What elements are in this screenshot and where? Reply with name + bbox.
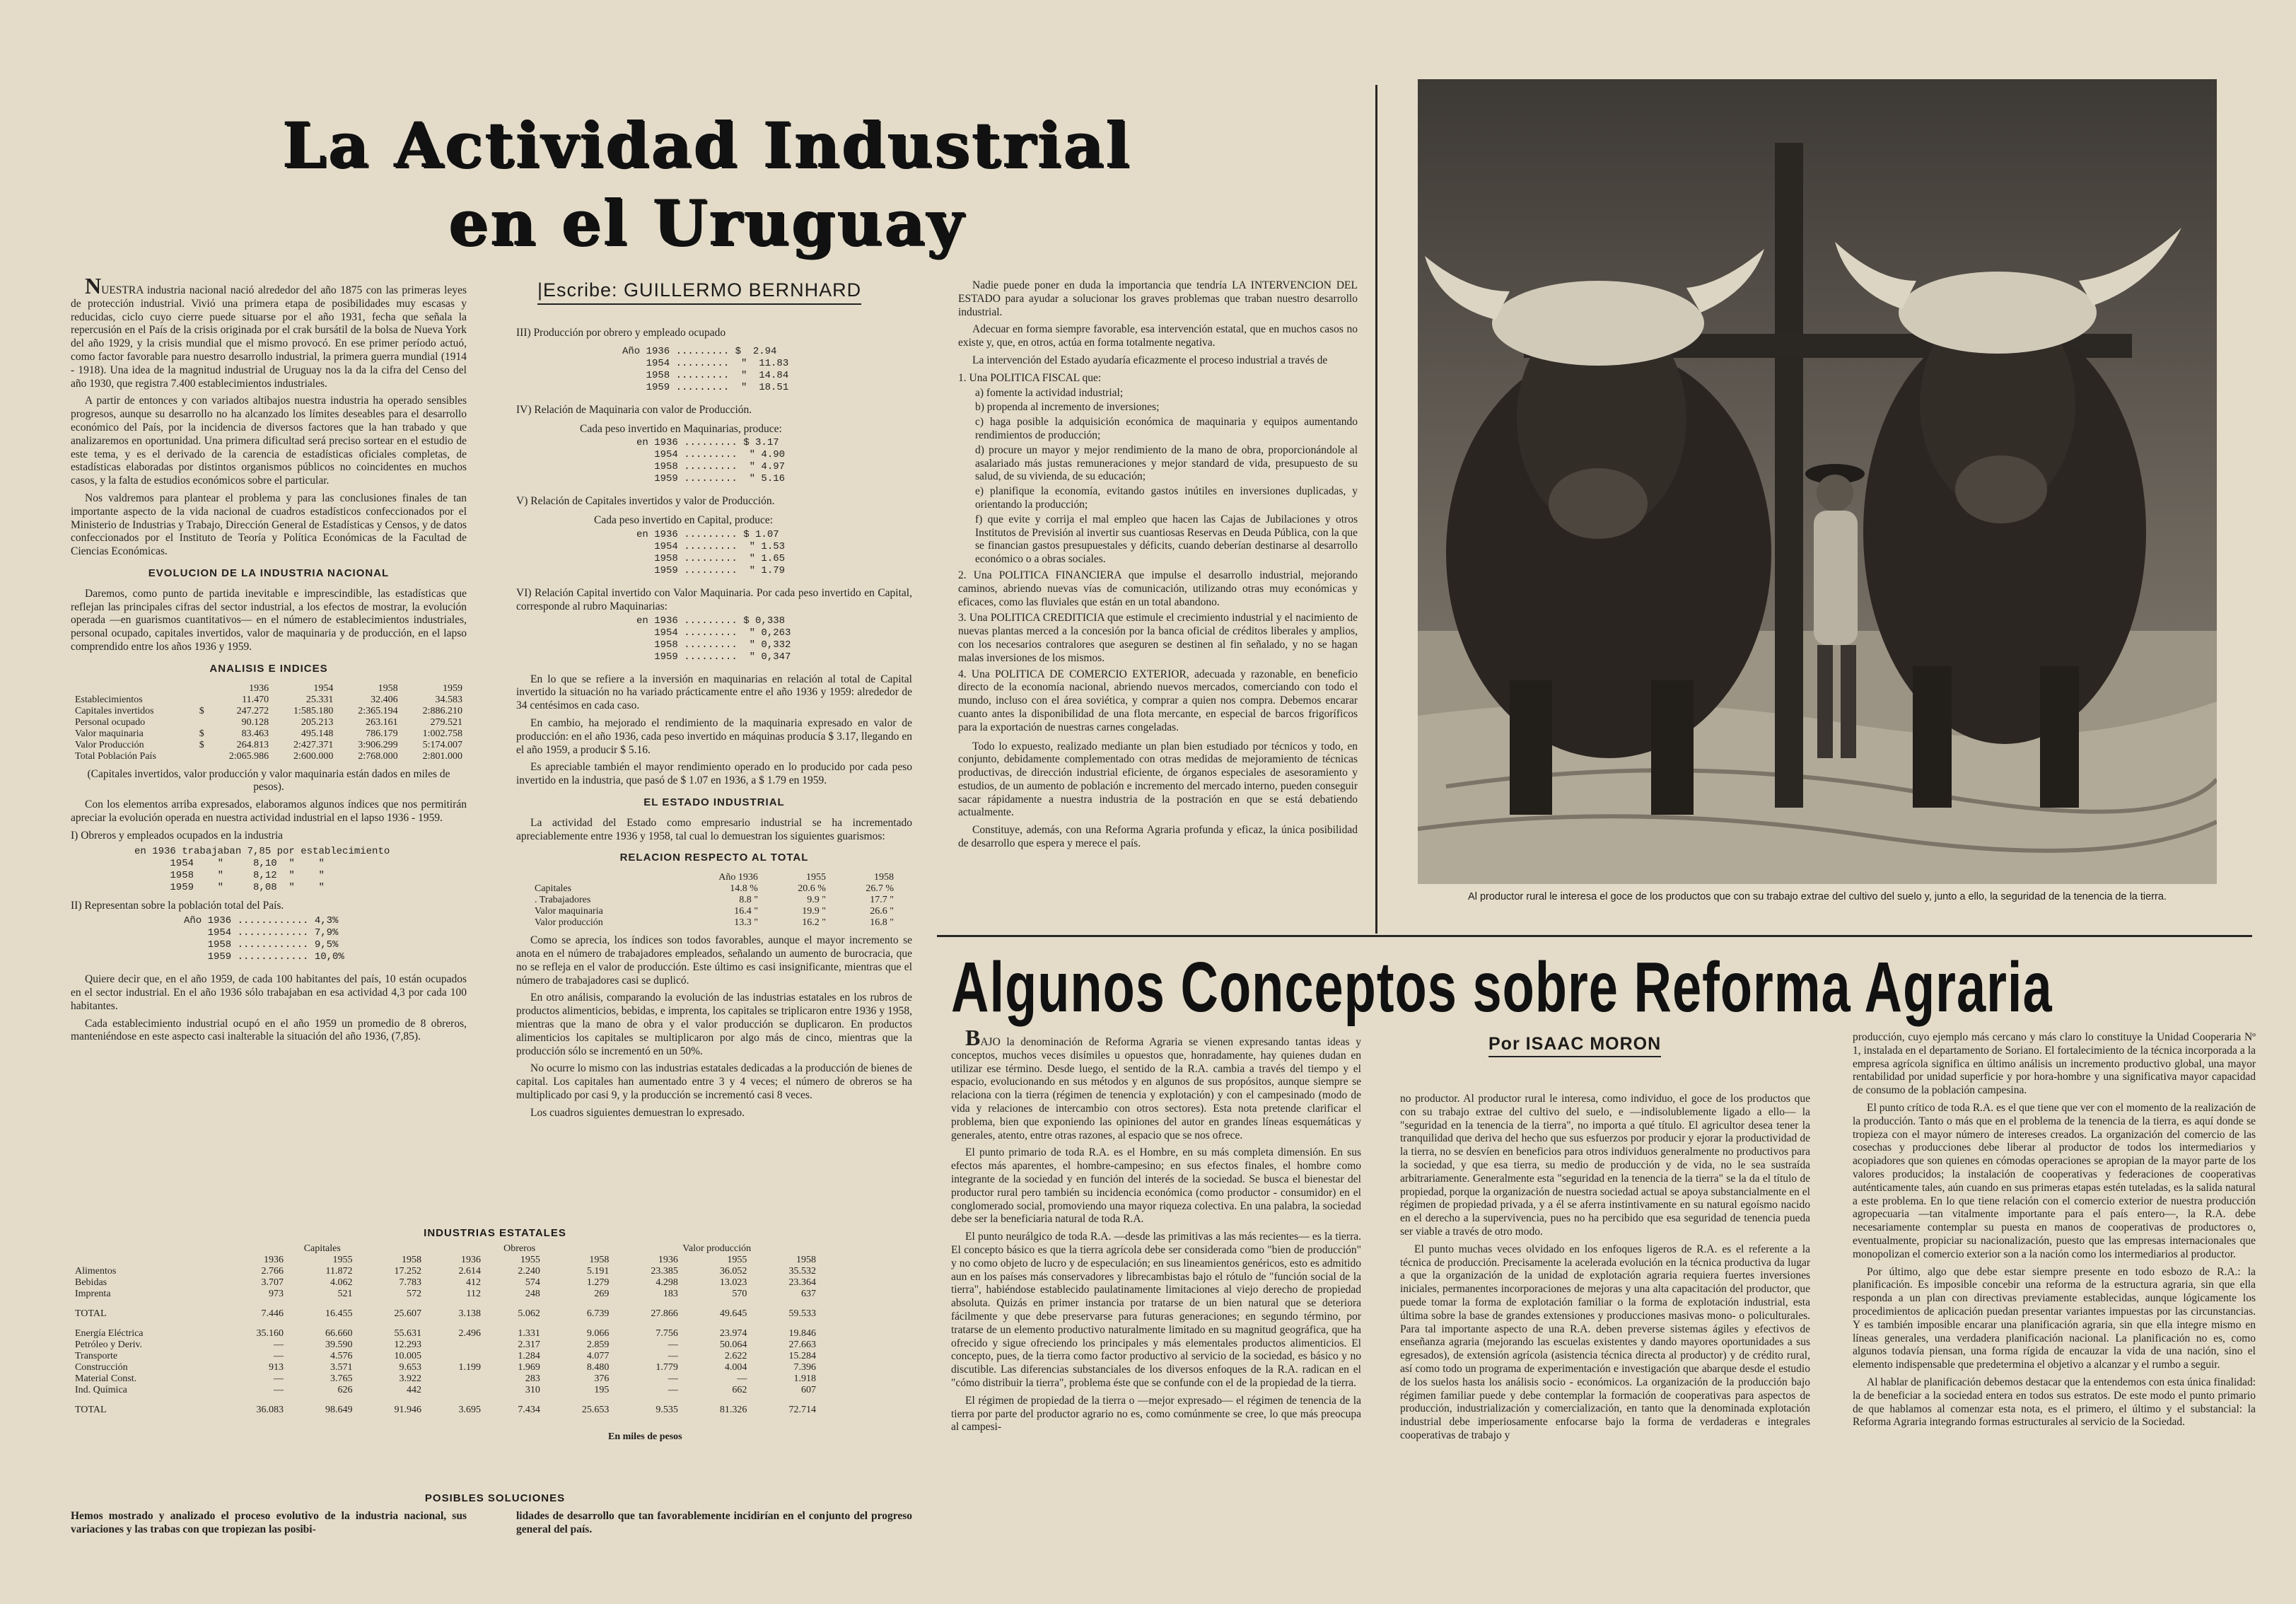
table-cell: 14.8 % <box>730 883 758 895</box>
paragraph: El punto primario de toda R.A. es el Hombre, en su más completa dimensión. En sus efectos más aparentes, el hombre-campesino; en sus efectos finales, el hombre como integrante de la sociedad y en función del interés de la sociedad. Se busca el bienestar del productor rural pero también su incidencia económica (como productor - consumidor) en el conglomerado social, promoviendo una mayor riqueza colectiva. En una palabra, la sociedad debe ser la beneficiaria natural de toda R.A. <box>951 1146 1361 1226</box>
article-title-line2: en el Uruguay <box>448 186 966 260</box>
paragraph: El régimen de propiedad de la tierra o —mejor expresado— el régimen de tenencia de la tierra por parte del productor agrario no es, como comúnmente se cree, lo que más preocupa al campesi- <box>951 1394 1361 1434</box>
table-cell: 2:600.000 <box>293 750 334 762</box>
column-header: 1958 <box>874 872 894 883</box>
table-cell: 5.062 <box>518 1308 540 1319</box>
table-cell <box>71 1243 219 1255</box>
table-cell: 3.138 <box>458 1308 481 1319</box>
paragraph: BAJO la denominación de Reforma Agraria se vienen expresando tantas ideas y conceptos, muchos veces disímiles u opuestos que, honradamente, hay quienes dudan en utilizar ese término. Desde luego, el sentido de la R.A. cambia a través del tiempo y el espacio, evolucionando en sus métodos y en algunos de sus propósitos, aunque siempre se relaciona con la tierra (régimen de tenencia y explotación) y con el campesinado (modo de vida y relaciones de intercambio con otros sectores). Esta nota pretende clarificar el problema, bien que exponiendo las opiniones del autor en grandes líneas esquemáticas y generales, atento, entre otras razones, al espacio que se nos ofrece. <box>951 1025 1361 1141</box>
table-cell: 16.2 " <box>802 917 826 929</box>
table-cell: 36.083 <box>256 1405 284 1415</box>
row-label: Valor maquinaria <box>535 906 603 917</box>
index-block: en 1936 trabajaban 7,85 por establecimiento 1954 " 8,10 " " 1958 " 8,12 " " 1959 " 8,08 " " <box>134 845 390 893</box>
table-row <box>71 706 467 717</box>
table-cell: 1:002.758 <box>422 728 462 739</box>
table-cell: 495.148 <box>301 728 334 739</box>
table-cell: 283 <box>525 1373 540 1384</box>
table-cell: 4.062 <box>330 1277 353 1288</box>
paragraph: Como se aprecia, los índices son todos favorables, aunque el mayor incremento se anota en el número de trabajadores empleados, señalando un aumento de burocracia, que no se refleja en el valor de producción. Este último es casi insignificante, mientras que el número de trabajadores casi se duplicó. <box>516 934 912 987</box>
table-row <box>71 695 467 706</box>
table-cell: 16.4 " <box>734 906 758 917</box>
list-item: c) haga posible la adquisición económica de maquinaria y equipos aumentando rendimientos de producción; <box>975 416 1358 441</box>
row-label: Petróleo y Deriv. <box>75 1339 143 1350</box>
table-cell: 36.052 <box>719 1266 747 1277</box>
index-title: V) Relación de Capitales invertidos y valor de Producción. <box>516 495 775 508</box>
index-title: II) Representan sobre la población total del País. <box>71 899 284 912</box>
index-block: en 1936 ......... $ 1.07 1954 ......... " 1.53 1958 ......... " 1.65 1959 ......... " 1.79 <box>636 528 786 576</box>
table-cell: 39.590 <box>325 1339 353 1350</box>
table-cell: 4.576 <box>330 1351 353 1361</box>
table-cell: 15.284 <box>788 1351 816 1361</box>
table-row <box>71 1289 820 1300</box>
table-group-row <box>71 1243 820 1255</box>
table-cell: 2:768.000 <box>358 750 398 762</box>
paragraph: lidades de desarrollo que tan favorablemente incidirían en el conjunto del progreso general del país. <box>516 1510 912 1535</box>
table-cell: 13.3 " <box>734 917 758 929</box>
table-cell: 11.470 <box>242 694 269 705</box>
table-cell: 2.859 <box>586 1339 610 1350</box>
table-cell: 2:365.194 <box>358 705 398 716</box>
table-cell: — <box>274 1373 284 1384</box>
table-row <box>71 728 467 740</box>
table-cell: 7.756 <box>655 1328 678 1339</box>
index-block: Año 1936 ............ 4,3% 1954 ............ 7,9% 1958 ............ 9,5% 1959 ............ 10,0% <box>184 915 344 963</box>
table-cell: — <box>668 1385 678 1395</box>
table-cell: 3.695 <box>458 1405 481 1415</box>
column-header: 1958 <box>796 1255 816 1265</box>
table-cell: 570 <box>732 1289 747 1299</box>
column-header: 1955 <box>727 1255 747 1265</box>
table-cell: 98.649 <box>325 1405 353 1415</box>
table-row <box>71 1277 820 1289</box>
article1-column-2 <box>516 327 912 1124</box>
paragraph: Nadie puede poner en duda la importancia que tendría LA INTERVENCION DEL ESTADO para ayudar a solucionar los graves problemas que traban nuestro desarrollo industrial. <box>958 279 1358 318</box>
table-total-row <box>71 1396 820 1424</box>
paragraph: Adecuar en forma siempre favorable, esa intervención estatal, que en muchos casos no existe y, que, en otros, actúa en forma totalmente negativa. <box>958 323 1358 349</box>
row-label: Valor Producción <box>75 739 144 750</box>
list-item: a) fomente la actividad industrial; <box>975 386 1124 399</box>
table-cell: 25.331 <box>305 694 334 705</box>
table-cell: 786.179 <box>366 728 398 739</box>
article2-title: Algunos Conceptos sobre Reforma Agraria <box>951 947 2053 1027</box>
table-cell: 247.272 <box>236 705 269 716</box>
list-item: b) propenda al incremento de inversiones; <box>975 401 1160 414</box>
table-cell: 263.161 <box>366 716 398 728</box>
table-cell <box>426 1351 485 1362</box>
table-header-row <box>71 683 467 695</box>
paragraph: no productor. Al productor rural le interesa, como individuo, el goce de los productos que con su trabajo extrae del cultivo del suelo, e —indisolublemente ligado a ello— la "seguridad en la tenencia de la tierra", no importa a qué título. El agricultor desea tener la tranquilidad que deriva del hecho que sus esfuerzos por producir y ejorar la productividad de la tierra, no se desvíen en beneficios para otros individuos generalmente no productivos para la sociedad, y que esa tierra, su medio de producción y de vida, no le sea sustraída arbitrariamente. Generalmente esta "seguridad en la tenencia de la tierra" se la da el título de propiedad, porque la organización de nuestra sociedad actual se apoya substancialmente en el régimen de propiedad privada, y a él se aferra instintivamente en su natural egoísmo nacido en el derecho a la supervivencia, pues no ha percibido que esa seguridad de tenencia pueda ser viable a través de otro modo. <box>1400 1093 1810 1238</box>
index-subtitle: Cada peso invertido en Capital, produce: <box>594 514 774 527</box>
estatales-table <box>71 1243 820 1424</box>
table-cell: — <box>274 1339 284 1350</box>
table-cell: 3.922 <box>399 1373 421 1384</box>
article2-byline: Por ISAAC MORON <box>1488 1034 1661 1057</box>
table-cell: 248 <box>525 1289 540 1299</box>
table-cell: 183 <box>663 1289 678 1299</box>
paragraph: Cada establecimiento industrial ocupó en el año 1959 un promedio de 8 obreros, manteniéndose en este aspecto casi inalterable la situación del año 1936, (7,85). <box>71 1017 467 1043</box>
row-label: TOTAL <box>75 1308 107 1319</box>
paragraph: Todo lo expuesto, realizado mediante un plan bien estudiado por técnicos y todo, en conjunto, debidamente complementado con otras medidas de mejoramiento de técnicas productivas, de dirección industrial eficiente, de órganos especiales de asesoramiento y estudios, de un aumento de población e incremento del mercado interno, pueden conseguir sacar rápidamente a nuestra industria de la postración en que se está debatiendo actualmente. <box>958 740 1358 819</box>
table-cell: 412 <box>465 1277 481 1288</box>
column-header: 1954 <box>313 682 334 694</box>
column-header: 1958 <box>401 1255 421 1265</box>
table-heading: RELACION RESPECTO AL TOTAL <box>619 852 809 864</box>
table-row <box>530 917 898 929</box>
table-row <box>530 883 898 895</box>
article1-column-1 <box>71 273 467 1048</box>
paragraph: La intervención del Estado ayudaría eficazmente el proceso industrial a través de <box>972 354 1328 366</box>
index-title: IV) Relación de Maquinaria con valor de Producción. <box>516 403 752 416</box>
table-cell: 3.707 <box>261 1277 284 1288</box>
table-cell: 83.463 <box>241 728 269 739</box>
row-label: Imprenta <box>75 1289 111 1299</box>
paragraph: En lo que se refiere a la inversión en maquinarias en relación al total de Capital invertido la situación no ha variado prácticamente entre el año 1936 y 1959: alrededor de 34 centésimos en cada caso. <box>516 673 912 712</box>
table-cell: 662 <box>732 1385 747 1395</box>
table-cell <box>190 683 208 695</box>
table-cell: 2.240 <box>518 1266 540 1277</box>
row-label: Transporte <box>75 1351 118 1361</box>
column-header: 1955 <box>332 1255 353 1265</box>
column-header: 1936 <box>249 682 269 694</box>
paragraph: En otro análisis, comparando la evolución de las industrias estatales en los rubros de productos alimenticios, bebidas, e imprenta, los capitales se triplicaron entre 1936 y 1958, mientras que la mano de obra y el valor producción se duplicaron. En productos alimenticios los capitales se multiplicaron por algo más de cinco, mientras que la producción sólo se incrementó en un 50%. <box>516 992 912 1057</box>
row-label: Valor maquinaria <box>75 728 144 739</box>
row-label: Capitales invertidos <box>75 705 154 716</box>
table-cell: 9.535 <box>655 1405 678 1415</box>
policy-list <box>958 372 1358 735</box>
table-cell: 9.9 " <box>807 895 826 906</box>
index-title: III) Producción por obrero y empleado ocupado <box>516 327 726 339</box>
table-cell: 11.872 <box>325 1266 353 1277</box>
row-label: Material Const. <box>75 1373 137 1384</box>
table-cell: 572 <box>406 1289 421 1299</box>
table-cell: 26.7 % <box>866 883 894 895</box>
table-cell: 7.396 <box>793 1362 816 1373</box>
table-cell: 973 <box>269 1289 284 1299</box>
article-title-line1: La Actividad Industrial <box>282 108 1132 182</box>
table-cell: 17.252 <box>394 1266 421 1277</box>
row-label: Construcción <box>75 1362 128 1373</box>
table-cell: 26.6 " <box>870 906 894 917</box>
table-cell: 2.622 <box>724 1351 747 1361</box>
table-cell: 4.004 <box>724 1362 747 1373</box>
table-cell: 3.571 <box>330 1362 353 1373</box>
table-note: (Capitales invertidos, valor producción y valor maquinaria están dados en miles de pesos). <box>87 767 450 794</box>
row-label: Total Población País <box>75 750 156 762</box>
row-label: Valor producción <box>535 917 603 929</box>
table-cell: 17.7 " <box>870 895 894 906</box>
table-cell: — <box>737 1373 747 1384</box>
paragraph: El punto crítico de toda R.A. es el que tiene que ver con el momento de la realización de la producción. Tanto o más que en el problema de la tenencia de la tierra, es aquí donde se tropieza con el mayor número de intereses creados. La organización del comercio de las cosechas y producciones debe liberar al productor de todos los intermediarios y acopiadores que son quienes en cómodas operaciones se apropian de la mayor parte de los valores producidos; la instalación de cooperativas y federaciones de cooperativas auténticamente tales, aún cuando en sus primeras etapas estén tuteladas, es la salida natural a este problema. En lo que tiene relación con el comercio exterior de nuestra producción agropecuaria —tan vitalmente importante para el país entero—, la R.A. debe necesariamente contemplar su puesta en manos de cooperativas de productores o, eventualmente, propiciar su nacionalización, puesto que las empresas internacionales que monopolizan el comercio exterior son a la nación como los intermediarios al productor. <box>1853 1101 2256 1260</box>
column-group-header: Obreros <box>503 1243 536 1254</box>
section-heading: EVOLUCION DE LA INDUSTRIA NACIONAL <box>148 566 390 579</box>
table-cell: 3:906.299 <box>358 739 398 750</box>
table-cell: 264.813 <box>236 739 269 750</box>
table-header-row <box>530 872 898 883</box>
paragraph: Constituye, además, con una Reforma Agraria profunda y eficaz, la única posibilidad de desarrollo que espera y merece el país. <box>958 824 1358 850</box>
table-cell <box>71 683 190 695</box>
table-cell: 442 <box>406 1385 421 1395</box>
table-cell: 9.066 <box>586 1328 610 1339</box>
paragraph: Nos valdremos para plantear el problema y para las conclusiones finales de tan importante aspecto de la vida nacional de cuadros estadísticos confeccionados por el Ministerio de Industrias y Trabajo, Dirección General de Estadísticas y Censos, y de datos confeccionados por el Instituto de Teoría y Política Económicas de la Facultad de Ciencias Económicas. <box>71 492 467 558</box>
table-total-row <box>71 1300 820 1328</box>
table-cell: 55.631 <box>394 1328 421 1339</box>
article1-column-3 <box>958 279 1358 855</box>
table-cell: 23.385 <box>651 1266 678 1277</box>
table-row <box>71 1373 820 1385</box>
table-cell <box>530 872 673 883</box>
table-cell: 3.765 <box>330 1373 353 1384</box>
list-item: 2. Una POLITICA FINANCIERA que impulse el desarrollo industrial, mejorando caminos, abriendo nuevas vías de comunicación, utilizando otras muy económicas y eficaces, como las fluviales que están en un total abandono. <box>958 569 1358 608</box>
table-cell: 81.326 <box>719 1405 747 1415</box>
table-heading: ANALISIS E INDICES <box>209 662 328 675</box>
table-cell: 90.128 <box>241 716 269 728</box>
index-title: VI) Relación Capital invertido con Valor Maquinaria. Por cada peso invertido en Capital, corresponde al rubro Maquinarias: <box>516 586 912 612</box>
table-cell: 66.660 <box>325 1328 353 1339</box>
table-cell: 8.480 <box>586 1362 610 1373</box>
table-cell: — <box>274 1351 284 1361</box>
paragraph: Hemos mostrado y analizado el proceso evolutivo de la industria nacional, sus variaciones y las trabas con que tropiezan las posibi- <box>71 1510 467 1535</box>
table-cell: 205.213 <box>301 716 334 728</box>
table-cell: 7.783 <box>399 1277 421 1288</box>
list-item: f) que evite y corrija el mal empleo que hacen las Cajas de Jubilaciones y otros Institutos de Previsión al invertir sus cuantiosas Reservas en Deuda Pública, con la que se financian gastos presupuestales y déficits, cuando deberían destinarse al desarrollo económico o a obras sociales. <box>975 513 1358 566</box>
table-row <box>71 1362 820 1373</box>
index-block: en 1936 ......... $ 0,338 1954 ......... " 0,263 1958 ......... " 0,332 1959 ......... " 0,347 <box>636 615 791 663</box>
table-row <box>71 1328 820 1339</box>
table-cell: 35.532 <box>788 1266 816 1277</box>
table-cell: 9.653 <box>399 1362 421 1373</box>
section-heading: EL ESTADO INDUSTRIAL <box>643 796 785 808</box>
table-row <box>71 717 467 728</box>
table-cell: 626 <box>337 1385 353 1395</box>
table-cell: 1.779 <box>655 1362 678 1373</box>
paragraph: Los cuadros siguientes demuestran lo expresado. <box>530 1106 745 1119</box>
table-cell: 91.946 <box>394 1405 421 1415</box>
table-row <box>530 895 898 906</box>
table-cell: 19.846 <box>788 1328 816 1339</box>
index-block: Año 1936 ......... $ 2.94 1954 ......... " 11.83 1958 ......... " 14.84 1959 ......... " 18.51 <box>622 345 789 393</box>
table-cell: 2.496 <box>458 1328 481 1339</box>
table-cell: $ <box>199 739 204 750</box>
table-cell: 2:427.371 <box>293 739 334 750</box>
column-header: 1959 <box>443 682 462 694</box>
table-cell: 1.331 <box>518 1328 540 1339</box>
table-cell: 8.8 " <box>739 895 758 906</box>
article-byline: |Escribe: GUILLERMO BERNHARD <box>537 279 861 305</box>
table-cell: 27.866 <box>651 1308 678 1319</box>
table-cell <box>426 1385 485 1396</box>
row-label: Alimentos <box>75 1266 117 1277</box>
paragraph: Por último, algo que debe estar siempre presente en todo esbozo de R.A.: la planificación. Es imposible concebir una reforma de la estructura agraria, sin que ella responda a un plan con directivas previamente establecidas, aunque lógicamente los procedimientos de aplicación puedan presentar variantes impuestas por las circunstancias. Y es también imposible encarar una planificación agraria, sin que ella integre mismo en líneas generales, una verdadera planificación nacional. La planificación no es, como algunos todavía piensan, una forma rígida de encauzar la vida de una nación, sino el elemento indispensable que predetermina el objetivo a alcanzar y el rumbo a seguir. <box>1853 1265 2256 1371</box>
paragraph: En cambio, ha mejorado el rendimiento de la maquinaria expresado en valor de producción: en el año 1936, cada peso invertido en máquinas producía $ 3.17, llegando en el año 1959, a producir $ 5.16. <box>516 716 912 756</box>
table-cell: 34.583 <box>435 694 462 705</box>
table-cell: 1.199 <box>458 1362 481 1373</box>
table-cell: 32.406 <box>371 694 398 705</box>
table-cell: 607 <box>801 1385 816 1395</box>
table-cell: 376 <box>594 1373 610 1384</box>
list-item: 3. Una POLITICA CREDITICIA que estimule el crecimiento industrial y el nacimiento de nuevas plantas merced a la concesión por la banca oficial de créditos liberales y amplios, con los necesarios contralores que aseguren se destinen al fin señalado, y no se hagan malas inversiones de los mismos. <box>958 612 1358 664</box>
table-cell <box>426 1339 485 1351</box>
table-cell: 1.969 <box>518 1362 540 1373</box>
table-cell <box>71 1255 219 1266</box>
table-cell: $ <box>199 728 204 739</box>
table-cell: 27.663 <box>788 1339 816 1350</box>
column-header: 1958 <box>378 682 398 694</box>
column-header: 1936 <box>658 1255 678 1265</box>
column-header: 1936 <box>460 1255 481 1265</box>
analysis-table <box>71 683 467 762</box>
table-header-row <box>71 1255 820 1266</box>
column-header: 1936 <box>264 1255 284 1265</box>
column-header: 1958 <box>589 1255 610 1265</box>
table-row <box>71 1385 820 1396</box>
list-item: 1. Una POLITICA FISCAL que: <box>958 371 1102 384</box>
table-cell: 10.005 <box>394 1351 421 1361</box>
table-row <box>71 1266 820 1277</box>
table-cell: 2:801.000 <box>422 750 462 762</box>
table-cell: 1.279 <box>586 1277 610 1288</box>
row-label: Energía Eléctrica <box>75 1328 144 1339</box>
article2-column-2 <box>1400 1093 1810 1447</box>
table-cell: 12.293 <box>394 1339 421 1350</box>
table-row <box>71 751 467 762</box>
table-cell: 269 <box>594 1289 610 1299</box>
row-label: Establecimientos <box>75 694 143 705</box>
list-item: d) procure un mayor y mejor rendimiento de la mano de obra, proporcionándole al asalariado más justas remuneraciones y mejor standard de vida, presupuesto de su salud, de su vivienda, de su educación; <box>975 443 1358 483</box>
column-header: 1955 <box>805 872 826 883</box>
table-cell: 1.918 <box>793 1373 816 1384</box>
paragraph: producción, cuyo ejemplo más cercano y más claro lo constituye la Unidad Cooperaria Nº 1, instalada en el departamento de Soriano. El fortalecimiento de la técnica incorporada a la empresa agrícola significa en último análisis un incremento productivo global, una mayor rentabilidad por unidad superficie y por hora-hombre y una significativa mayor capacidad de consumo de la población campesina. <box>1853 1031 2256 1097</box>
yoke-pole <box>1775 143 1803 808</box>
paragraph: La actividad del Estado como empresario industrial se ha incrementado apreciablemente entre 1936 y 1958, tal cual lo demuestran los siguientes guarismos: <box>516 816 912 842</box>
paragraph: Es apreciable también el mayor rendimiento operado en lo producido por cada peso invertido en la industria, que pasó de $ 1.07 en 1936, a $ 1.79 en 1959. <box>516 761 912 787</box>
table-cell: 7.446 <box>261 1308 284 1319</box>
estatales-section <box>71 1227 919 1443</box>
table-cell: 2:065.986 <box>228 750 269 762</box>
table-cell: 2:886.210 <box>422 705 462 716</box>
table-heading: INDUSTRIAS ESTATALES <box>424 1227 566 1239</box>
table-cell: 310 <box>525 1385 540 1395</box>
row-label: TOTAL <box>75 1405 107 1415</box>
list-item: e) planifique la economía, evitando gastos inútiles en inversiones duplicadas, y orientando la producción; <box>975 485 1358 511</box>
row-label: Bebidas <box>75 1277 107 1288</box>
table-cell: 1.284 <box>518 1351 540 1361</box>
table-cell: 25.653 <box>581 1405 610 1415</box>
table-cell: — <box>668 1339 678 1350</box>
paragraph: Quiere decir que, en el año 1959, de cada 100 habitantes del país, 10 están ocupados en el sector industrial. En el año 1936 sólo trabajaban en esa actividad 4,3 por cada 100 habitantes. <box>71 973 467 1012</box>
index-block: en 1936 ......... $ 3.17 1954 ......... " 4.90 1958 ......... " 4.97 1959 ......... " 5.16 <box>636 437 786 485</box>
table-cell: 13.023 <box>719 1277 747 1288</box>
table-cell: 2.614 <box>458 1266 481 1277</box>
table-cell: 72.714 <box>788 1405 816 1415</box>
paragraph: El punto neurálgico de toda R.A. —desde las primitivas a las más recientes— es la tierra. El concepto básico es que la tierra agrícola debe ser considerada como "bien de producción" y no como objeto de lucro y de especulación; en sus lineamientos genéricos, esto es admitido aun en los países más conservadores y librecambistas bajo el rótulo de "función social de la tierra", habiéndose establecido paulatinamente limitaciones al viejo derecho de propiedad absoluta. Quizás en primer instancia por tratarse de un bien natural que se deteriora fácilmente y que debe preservarse para futuras generaciones; en segundo término, por tratarse de un elemento productivo naturalmente limitado en su magnitud geográfica, que ha ofrecido y sigue ofreciendo los principales y más elementales productos alimenticios. El concepto, pues, de la tierra como factor productivo al servicio de la sociedad, es básico y no discutible. Las diferencias substanciales de los diversos enfoques de la R.A. radican en el "cómo distribuir la tierra", problema éste que se confunde con el de la propiedad de la tierra. <box>951 1231 1361 1389</box>
table-cell: 59.533 <box>788 1308 816 1319</box>
paragraph: NUESTRA industria nacional nació alrededor del año 1875 con las primeras leyes de protección industrial. Vivió una primera etapa de posibilidades muy escasas y reducidas, ciclo cuyo cierre puede situarse por el año 1931, fecha que señala la repercusión en el País de la crisis originada por el crak bursátil de la bolsa de Nueva York del año 1929, y la crisis mundial que el mismo provocó. En ese primer período actuó, como factor favorable para nuestro desarrollo industrial, la primera guerra mundial (1914 - 1918). Una idea de la magnitud industrial de Uruguay nos la da la cifra del Censo del año 1930, que registra 7.400 establecimientos industriales. <box>71 273 467 390</box>
article2-column-3 <box>1853 1031 2256 1434</box>
table-cell <box>190 717 208 728</box>
table-row <box>71 740 467 751</box>
table-cell: 19.9 " <box>802 906 826 917</box>
paragraph: No ocurre lo mismo con las industrias estatales dedicadas a la producción de bienes de capital. Los capitales han aumentado entre 3 y 4 veces; el número de obreros se ha multiplicado por casi 9, y la producción se incrementó casi 8 veces. <box>516 1062 912 1101</box>
table-note: En miles de pesos <box>608 1431 682 1442</box>
table-cell: 2.317 <box>518 1339 540 1350</box>
table-cell: 279.521 <box>430 716 462 728</box>
table-cell: 1:585.180 <box>293 705 334 716</box>
column-header: 1955 <box>520 1255 540 1265</box>
oxen-photo <box>1418 79 2217 884</box>
table-cell: 112 <box>466 1289 481 1299</box>
table-cell: 25.607 <box>394 1308 421 1319</box>
table-cell <box>190 751 208 762</box>
row-label: Personal ocupado <box>75 716 146 728</box>
relacion-table <box>530 872 898 929</box>
table-cell: 16.8 " <box>870 917 894 929</box>
paragraph: Al hablar de planificación debemos destacar que la entendemos con esta única finalidad: la de beneficiar a la sociedad entera en todos sus estratos. De este modo el punto primario de que hablamos al comenzar esta nota, es el primero, el último y el substancial: la Reforma Agraria integrando formas estructurales al servicio de la Sociedad. <box>1853 1376 2256 1429</box>
table-row <box>71 1351 820 1362</box>
row-label: . Trabajadores <box>535 895 591 906</box>
table-cell: 16.455 <box>325 1308 353 1319</box>
section-heading: POSIBLES SOLUCIONES <box>424 1492 566 1504</box>
table-cell: 574 <box>525 1277 540 1288</box>
row-label: Capitales <box>535 883 572 895</box>
table-cell: 23.364 <box>788 1277 816 1288</box>
table-cell: 35.160 <box>256 1328 284 1339</box>
column-group-header: Capitales <box>303 1243 341 1254</box>
table-cell: 4.077 <box>586 1351 610 1361</box>
table-cell: 2.766 <box>261 1266 284 1277</box>
list-item: 4. Una POLITICA DE COMERCIO EXTERIOR, adecuada y razonable, en beneficio directo de la economía nacional, abriendo nuevos mercados, comerciando con todo el mundo, incluso con el área soviética, y comprar a quien nos compra. Debemos encarar cuanto antes la disponibilidad de una flota mercante, en especial de barcos frigoríficos para la exportación de nuestras carnes congeladas. <box>958 668 1358 733</box>
table-cell: 637 <box>801 1289 816 1299</box>
table-cell: 913 <box>269 1362 284 1373</box>
paragraph: Con los elementos arriba expresados, elaboramos algunos índices que nos permitirán apreciar la evolución operada en nuestra actividad industrial en el lapso 1936 - 1959. <box>71 798 467 824</box>
table-cell: 4.298 <box>655 1277 678 1288</box>
table-cell <box>426 1373 485 1385</box>
table-cell: — <box>274 1385 284 1395</box>
table-cell: 521 <box>337 1289 353 1299</box>
paragraph: El punto muchas veces olvidado en los enfoques ligeros de R.A. es el referente a la técnica de producción. Precisamente la acelerada evolución en la técnica productiva da lugar a que la organización de la unidad de explotación agraria requiera fuertes inversiones iniciales, permanentes incorporaciones de mejoras y una alta capacitación del productor, que puede tomar la forma de explotación familiar o la forma de explotación industrial, esta última sobre la base de grandes extensiones y producciones masivas mono- o policulturales. Para tal importante aspecto de una R.A. deben preverse sistemas ágiles y efectivos de enseñanza agraria (mejorando las escuelas existentes y dando mayores oportunidades a sus egresados), de extensión agrícola (asistencia técnica directa al productor) y de crédito rural, así como todo un programa de experimentación e investigación que abarque desde el estudio de los suelos hasta los análisis socio - económicos. La organización de la producción bajo régimen familiar puede y debe contemplar la formación de cooperativas para aspectos de producción, industrialización y comercialización, en tanto que la denominada explotación industrial debe imperiosamente enfocarse bajo la forma de verdaderas e integrales cooperativas de trabajo y <box>1400 1243 1810 1441</box>
table-cell: 20.6 % <box>798 883 826 895</box>
table-cell: 7.434 <box>518 1405 540 1415</box>
divider <box>937 935 2252 937</box>
table-cell <box>190 695 208 706</box>
paragraph: Daremos, como punto de partida inevitable e imprescindible, las estadísticas que reflejan las principales cifras del sector industrial, a los efectos de mostrar, la evolución operada —en guarismos cuantitativos— en el número de establecimientos industriales, personal ocupado, capitales invertidos, valor de maquinaria y de producción, en el lapso comprendido entre los años 1936 y 1959. <box>71 587 467 653</box>
index-title: I) Obreros y empleados ocupados en la industria <box>71 829 284 842</box>
photo-caption: Al productor rural le interesa el goce de los productos que con su trabajo extrae del cultivo del suelo y, junto a ello, la seguridad de la tenencia de la tierra. <box>1468 891 2167 902</box>
row-label: Ind. Química <box>75 1385 127 1395</box>
table-cell: — <box>668 1373 678 1384</box>
index-subtitle: Cada peso invertido en Maquinarias, produce: <box>580 422 782 435</box>
table-row <box>71 1339 820 1351</box>
table-cell: 23.974 <box>719 1328 747 1339</box>
table-cell: 6.739 <box>586 1308 610 1319</box>
column-group-header: Valor producción <box>682 1243 752 1254</box>
table-cell: 5:174.007 <box>422 739 462 750</box>
table-cell: 195 <box>594 1385 610 1395</box>
column-header: Año 1936 <box>718 872 758 883</box>
article2-column-1 <box>951 1025 1361 1439</box>
table-cell: 49.645 <box>719 1308 747 1319</box>
table-cell: $ <box>199 705 204 716</box>
table-cell: 50.064 <box>719 1339 747 1350</box>
table-cell: — <box>668 1351 678 1361</box>
table-cell: 5.191 <box>586 1266 610 1277</box>
paragraph: A partir de entonces y con variados altibajos nuestra industria ha operado sensibles progresos, aunque su desarrollo no ha alcanzado los límites deseables para el desarrollo económico del País, por la incidencia de diversos factores que la han trabado y que analizaremos en oportunidad. Una primera dificultad será preciso sortear en el estudio de este tema, y es el derivado de la carencia de estadísticas oficiales completas, de estadísticas elaboradas por distintos organismos públicos no coincidentes en muchos casos, y la falta de estudios económicos sobre el particular. <box>71 395 467 487</box>
oxen-illustration <box>1418 79 2217 884</box>
table-row <box>530 906 898 917</box>
